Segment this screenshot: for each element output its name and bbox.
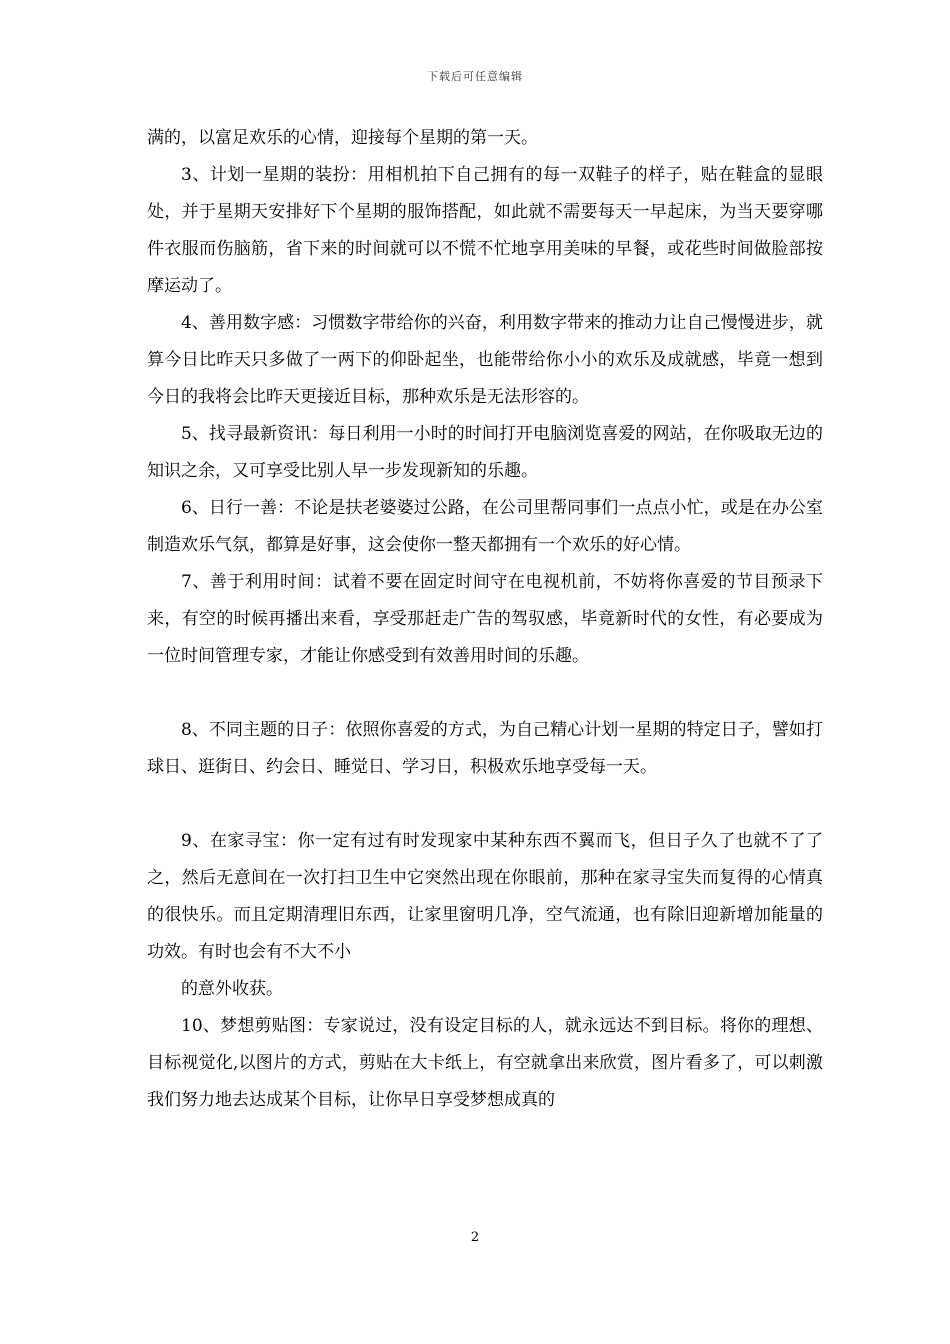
document-body: [147, 120, 823, 1119]
paragraph-item-9-tail: 的意外收获。: [181, 979, 283, 999]
blank-line: [147, 786, 823, 823]
page-number: 2: [470, 1230, 480, 1245]
paragraph-item-4: 4、善用数字感：习惯数字带给你的兴奋，利用数字带来的推动力让自己慢慢进步，就算今日比昨天只多做了一两下的仰卧起坐，也能带给你小小的欢乐及成就感，毕竟一想到今日的我将会比昨天更接近目标，那种欢乐是无法形容的。: [147, 313, 823, 407]
paragraph-item-5: 5、找寻最新资讯：每日利用一小时的时间打开电脑浏览喜爱的网站，在你吸取无边的知识之余，又可享受比别人早一步发现新知的乐趣。: [147, 424, 823, 481]
header-note: 下载后可任意编辑: [427, 70, 523, 83]
paragraph-item-9: 9、在家寻宝：你一定有过有时发现家中某种东西不翼而飞，但日子久了也就不了了之，然后无意间在一次打扫卫生中它突然出现在你眼前，那种在家寻宝失而复得的心情真的很快乐。而且定期清理旧东西，让家里窗明几净，空气流通，也有除旧迎新增加能量的功效。有时也会有不大不小: [147, 831, 823, 962]
paragraph-continuation: 满的，以富足欢乐的心情，迎接每个星期的第一天。: [147, 128, 538, 148]
paragraph-item-8: 8、不同主题的日子：依照你喜爱的方式，为自己精心计划一星期的特定日子，譬如打球日、逛街日、约会日、睡觉日、学习日，积极欢乐地享受每一天。: [147, 720, 823, 777]
blank-line: [147, 675, 823, 712]
paragraph-item-6: 6、日行一善：不论是扶老婆婆过公路，在公司里帮同事们一点点小忙，或是在办公室制造欢乐气氛，都算是好事，这会使你一整天都拥有一个欢乐的好心情。: [147, 498, 823, 555]
paragraph-item-10: 10、梦想剪贴图：专家说过，没有设定目标的人，就永远达不到目标。将你的理想、目标视觉化,以图片的方式，剪贴在大卡纸上，有空就拿出来欣赏，图片看多了，可以刺激我们努力地去达成某个目标，让你早日享受梦想成真的: [147, 1016, 823, 1110]
paragraph-item-7: 7、善于利用时间：试着不要在固定时间守在电视机前，不妨将你喜爱的节目预录下来，有空的时候再播出来看，享受那赶走广告的驾驭感，毕竟新时代的女性，有必要成为一位时间管理专家，才能让你感受到有效善用时间的乐趣。: [147, 572, 823, 666]
paragraph-item-3: 3、计划一星期的装扮：用相机拍下自己拥有的每一双鞋子的样子，贴在鞋盒的显眼处，并于星期天安排好下个星期的服饰搭配，如此就不需要每天一早起床，为当天要穿哪件衣服而伤脑筋，省下来的时间就可以不慌不忙地享用美味的早餐，或花些时间做脸部按摩运动了。: [147, 165, 823, 296]
